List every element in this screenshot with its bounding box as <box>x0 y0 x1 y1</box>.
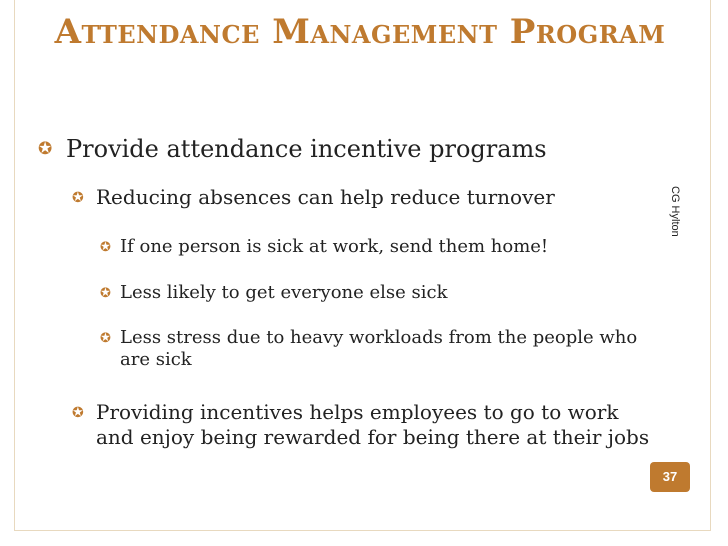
slide-title: Attendance Management Program <box>54 12 666 52</box>
bullet-level2: Providing incentives helps employees to go to work and enjoy being rewarded for being there at their jobs <box>96 400 650 449</box>
bullet-level3: If one person is sick at work, send them home! <box>120 236 549 257</box>
page-number-badge: 37 <box>650 462 690 492</box>
slide-frame <box>14 0 711 531</box>
bullet-level2: Reducing absences can help reduce turnover <box>96 185 555 209</box>
bullet-icon: ✪ <box>100 286 111 301</box>
author-side-label: CG Hylton <box>669 186 681 237</box>
bullet-icon: ✪ <box>72 405 84 421</box>
bullet-level3: Less stress due to heavy workloads from the people who are sick <box>120 327 638 370</box>
bullet-icon: ✪ <box>100 331 111 346</box>
bullet-level1: Provide attendance incentive programs <box>66 135 547 163</box>
bullet-icon: ✪ <box>72 190 84 206</box>
bullet-icon: ✪ <box>100 240 111 255</box>
bullet-icon: ✪ <box>38 139 53 159</box>
bullet-level3: Less likely to get everyone else sick <box>120 282 448 303</box>
